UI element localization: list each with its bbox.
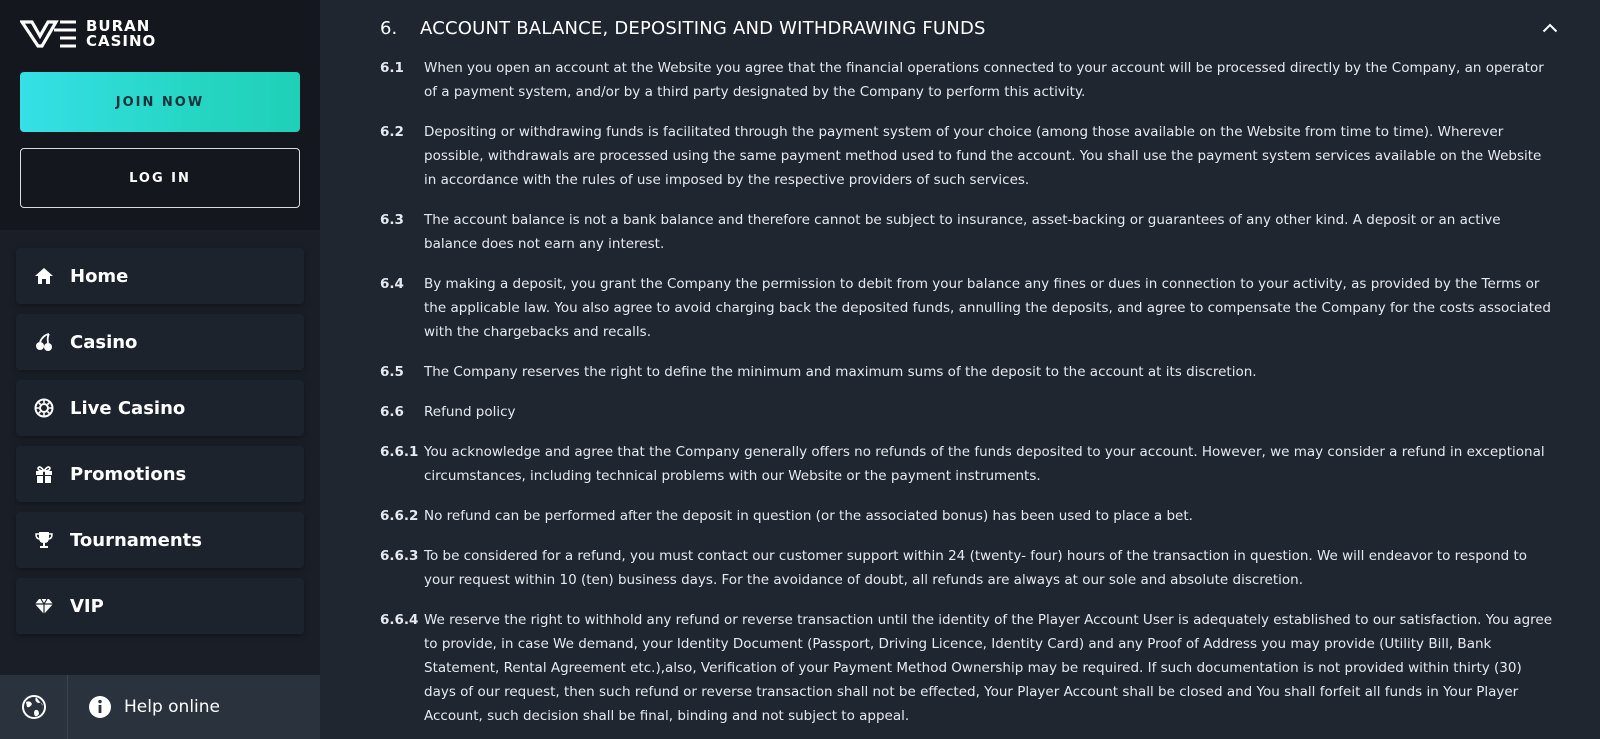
sidebar-item-label: Home (70, 265, 129, 287)
logo-line-2: CASINO (86, 32, 157, 50)
clause-number: 6.5 (380, 364, 404, 380)
clause-text: The account balance is not a bank balance and therefore cannot be subject to insurance, asset-backing or guarantees of any other kind. A deposit or an active balance does not earn any interest. (424, 212, 1501, 252)
clause-text: By making a deposit, you grant the Company the permission to debit from your balance any fines or dues in connection to your activity, as provided by the Terms or the applicable law. You also agree to avoid charging back the deposited funds, annulling the deposits, and agree to compensate the Company for the costs associated with the chargebacks and recalls. (424, 276, 1551, 340)
home-icon (34, 266, 54, 286)
sidebar-item-promotions[interactable] (16, 446, 304, 502)
clause-text: The Company reserves the right to define the minimum and maximum sums of the deposit to the account at its discretion. (424, 364, 1257, 380)
clause-number: 6.2 (380, 124, 404, 140)
chip-icon (34, 398, 54, 418)
language-button[interactable] (0, 675, 68, 739)
help-online-button[interactable] (68, 695, 220, 719)
logo-line-1: BURAN (86, 17, 151, 35)
clause-number: 6.4 (380, 276, 404, 292)
clause-text: When you open an account at the Website you agree that the financial operations connected to your account will be processed directly by the Company, an operator of a payment system, and/or by a third party designated by the Company to perform this activity. (424, 60, 1544, 100)
clause-6-6 (380, 400, 1555, 424)
clause-number: 6.1 (380, 60, 404, 76)
clause-number: 6.6.1 (380, 444, 419, 460)
clause-text: No refund can be performed after the deposit in question (or the associated bonus) has been used to place a bet. (424, 508, 1193, 524)
clause-6-6-1 (380, 440, 1555, 488)
clause-number: 6.6.4 (380, 612, 419, 628)
sidebar-item-live-casino[interactable] (16, 380, 304, 436)
diamond-icon (34, 596, 54, 616)
sidebar-nav (16, 248, 304, 644)
clause-text: You acknowledge and agree that the Company generally offers no refunds of the funds deposited to your account. However, we may consider a refund in exceptional circumstances, including technical problems with our Website or the payment instruments. (424, 444, 1545, 484)
sidebar-footer (0, 675, 320, 739)
log-in-button[interactable]: LOG IN (20, 148, 300, 208)
clause-text: We reserve the right to withhold any refund or reverse transaction until the identity of the Player Account User is adequately established to our satisfaction. You agree to provide, in case We demand, your Identity Document (Passport, Driving Licence, Identity Card) and any Proof of Address you may provide (Utility Bill, Bank Statement, Rental Agreement etc.),also, Verification of your Payment Method Ownership may be required. If such documentation is not provided within thirty (30) days of our request, then such refund or reverse transaction shall not be effected, Your Player Account shall be closed and You shall forfeit all funds in Your Player Account, such decision shall be final, binding and not subject to appeal. (424, 612, 1553, 724)
clause-list (380, 56, 1555, 739)
logo-icon (20, 18, 78, 50)
clause-6-1 (380, 56, 1555, 104)
sidebar-item-vip[interactable] (16, 578, 304, 634)
chevron-up-icon[interactable] (1540, 18, 1560, 38)
clause-6-2 (380, 120, 1555, 192)
clause-text: To be considered for a refund, you must contact our customer support within 24 (twenty- four) hours of the transaction in question. We will endeavor to respond to your request within 10 (ten) business days. For the avoidance of doubt, all refunds are always at our sole and absolute discretion. (424, 548, 1528, 588)
clause-6-6-4 (380, 608, 1555, 728)
section-title: ACCOUNT BALANCE, DEPOSITING AND WITHDRAWING FUNDS (420, 17, 986, 39)
clause-6-6-3 (380, 544, 1555, 592)
clause-number: 6.6.3 (380, 548, 419, 564)
cherries-icon (34, 332, 54, 352)
gift-icon (34, 464, 54, 484)
clause-6-3 (380, 208, 1555, 256)
globe-icon (21, 694, 47, 720)
sidebar-item-label: Tournaments (70, 529, 203, 551)
info-icon (88, 695, 112, 719)
terms-content (320, 0, 1600, 739)
help-online-label: Help online (124, 697, 221, 717)
sidebar-item-casino[interactable] (16, 314, 304, 370)
clause-text: Refund policy (424, 404, 516, 420)
sidebar-item-home[interactable] (16, 248, 304, 304)
clause-6-6-2 (380, 504, 1555, 528)
sidebar-item-label: VIP (70, 595, 104, 617)
clause-6-4 (380, 272, 1555, 344)
clause-text: Depositing or withdrawing funds is facilitated through the payment system of your choice (among those available on the Website from time to time). Wherever possible, withdrawals are processed using the same payment method used to fund the account. You shall use the payment system services available on the Website in accordance with the rules of use imposed by the respective providers of such services. (424, 124, 1542, 188)
trophy-icon (34, 530, 54, 550)
clause-6-5 (380, 360, 1555, 384)
clause-number: 6.3 (380, 212, 404, 228)
sidebar-item-tournaments[interactable] (16, 512, 304, 568)
sidebar-item-label: Casino (70, 331, 138, 353)
logo-text (86, 19, 156, 49)
section-number: 6. (380, 17, 398, 39)
sidebar-header (0, 0, 320, 230)
sidebar-item-label: Live Casino (70, 397, 186, 419)
section-header[interactable] (380, 14, 1560, 42)
sidebar (0, 0, 320, 739)
join-now-button[interactable]: JOIN NOW (20, 72, 300, 132)
clause-number: 6.6 (380, 404, 404, 420)
logo[interactable] (20, 16, 156, 52)
sidebar-item-label: Promotions (70, 463, 187, 485)
clause-number: 6.6.2 (380, 508, 419, 524)
